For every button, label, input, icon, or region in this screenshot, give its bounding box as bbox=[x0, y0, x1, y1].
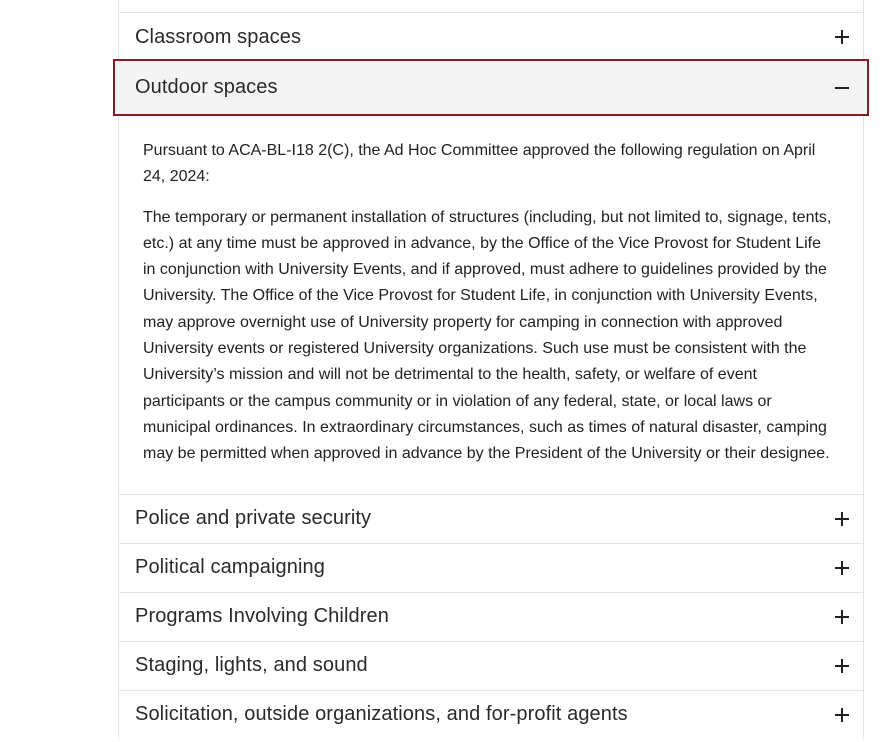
accordion-header-classroom-spaces[interactable] bbox=[119, 13, 863, 61]
accordion-title: Police and private security bbox=[135, 507, 372, 530]
plus-icon bbox=[835, 708, 849, 722]
accordion-item-staging-lights-sound bbox=[119, 641, 863, 690]
minus-icon bbox=[835, 81, 849, 95]
accordion-header-police-security[interactable] bbox=[119, 495, 863, 543]
regulations-accordion bbox=[118, 0, 864, 739]
accordion-title: Classroom spaces bbox=[135, 25, 302, 48]
accordion-title: Staging, lights, and sound bbox=[135, 654, 368, 677]
accordion-item-programs-children bbox=[119, 592, 863, 641]
accordion-item-classroom-spaces bbox=[119, 12, 863, 61]
accordion-header-programs-children[interactable] bbox=[119, 593, 863, 641]
plus-icon bbox=[835, 659, 849, 673]
accordion-header-political-campaigning[interactable] bbox=[119, 544, 863, 592]
plus-icon bbox=[835, 30, 849, 44]
accordion-item-solicitation bbox=[119, 690, 863, 739]
accordion-title: Programs Involving Children bbox=[135, 605, 389, 628]
accordion-item-police-security bbox=[119, 494, 863, 543]
accordion-header-previous[interactable] bbox=[119, 0, 863, 12]
panel-paragraph-regulation: The temporary or permanent installation of structures (including, but not limited to, signage, tents, etc.) at any time must be approved in advance, by the Office of the Vice Provost for Student Life in conjunction with University Events, and if approved, must adhere to guidelines provided by the University. The Office of the Vice Provost for Student Life, in conjunction with University Events, may approve overnight use of University property for camping in connection with approved University events or registered University organizations. Such use must be consistent with the University’s mission and will not be detrimental to the health, safety, or welfare of event participants or the campus community or in violation of any federal, state, or local laws or municipal ordinances. In extraordinary circumstances, such as times of natural disaster, camping may be permitted when approved in advance by the President of the University or their designee. bbox=[143, 208, 832, 463]
accordion-item-political-campaigning bbox=[119, 543, 863, 592]
accordion-title: Political campaigning bbox=[135, 556, 325, 579]
accordion-panel-outdoor-spaces bbox=[119, 114, 863, 494]
plus-icon bbox=[835, 610, 849, 624]
accordion-title: Solicitation, outside organizations, and for-profit agents bbox=[135, 703, 628, 726]
accordion-header-outdoor-spaces[interactable] bbox=[115, 61, 867, 114]
accordion-title: Outdoor spaces bbox=[135, 76, 278, 98]
plus-icon bbox=[835, 512, 849, 526]
accordion-header-solicitation[interactable] bbox=[119, 691, 863, 739]
plus-icon bbox=[835, 561, 849, 575]
accordion-item-outdoor-spaces bbox=[119, 61, 863, 494]
accordion-header-staging-lights-sound[interactable] bbox=[119, 642, 863, 690]
accordion-item bbox=[119, 0, 863, 12]
panel-paragraph-intro: Pursuant to ACA-BL-I18 2(C), the Ad Hoc Committee approved the following regulation on April 24, 2024: bbox=[143, 142, 816, 186]
